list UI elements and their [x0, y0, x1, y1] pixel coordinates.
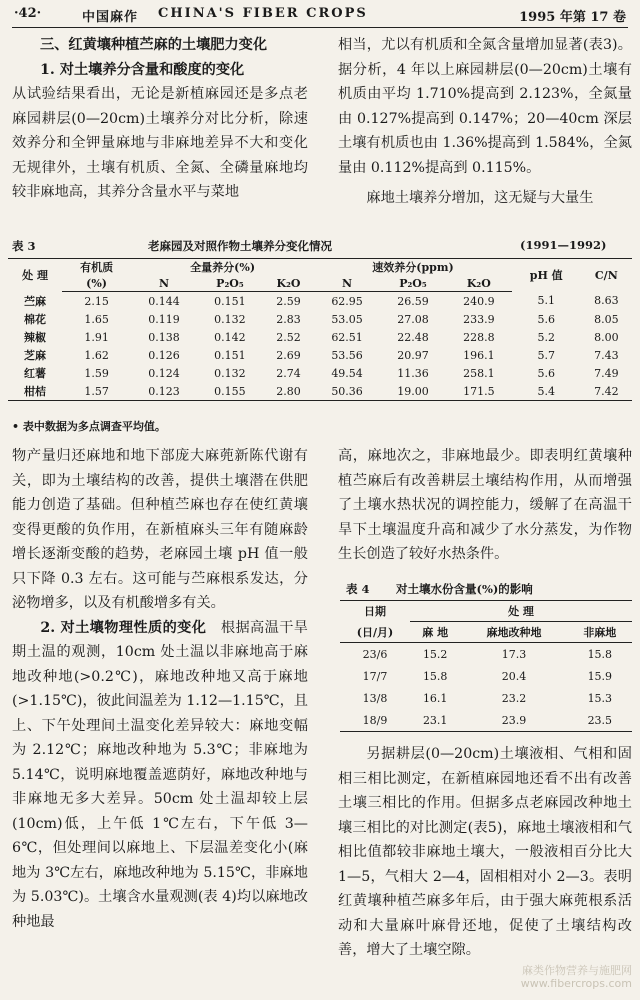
table-cell: 22.48 [397, 330, 429, 344]
table-cell: 0.126 [148, 348, 180, 362]
table3-subheader: N [131, 275, 197, 292]
table-cell: 15.8 [587, 647, 613, 661]
table3-subheader: P₂O₅ [197, 275, 263, 292]
table-cell: 23.5 [587, 713, 613, 727]
table-cell: 228.8 [463, 330, 495, 344]
table-row [340, 709, 632, 732]
table4-header-date: 日期 [364, 605, 386, 619]
table-row [8, 292, 632, 311]
table-cell: 15.8 [422, 669, 448, 683]
paragraph-top-left: 从试验结果看出，无论是新植麻园还是多点老麻园耕层(0—20cm)土壤养分对比分析，除速效养分和全钾量麻地与非麻地差异不大和变化无规律外，土壤有机质、全氮、全磷量麻地均较非麻地高，其养分含量水平与菜地 [12, 86, 308, 200]
header-rule [12, 27, 628, 28]
table-cell: 23.1 [422, 713, 448, 727]
table4-subheader: 麻 地 [410, 622, 460, 643]
table4-header-date-unit: (日/月) [340, 622, 410, 643]
table-cell: 2.52 [276, 330, 301, 344]
table-cell: 0.142 [214, 330, 246, 344]
table4-subheader: 麻地改种地 [460, 622, 567, 643]
table-cell: 0.132 [214, 312, 246, 326]
paragraph-top-right: 相当，尤以有机质和全氮含量增加显著(表3)。据分析，4 年以上麻园耕层(0—20cm)土壤有机质由平均 1.710%提高到 2.123%，全氮量由 0.127%提高到 0.147%；20—40cm 深层土壤有机质也由 1.36%提高到 1.584%，全氮量由 0.112%提高到 0.115%。 [338, 37, 632, 176]
paragraph-mid-left: 物产量归还麻地和地下部庞大麻蔸新陈代谢有关，即为土壤结构的改善，提供土壤潜在供肥能力创造了基础。但种植苎麻也存在使红黄壤变得更酸的负作用，在新植麻头三年有随麻龄增长逐渐变酸的趋势，老麻园土壤 pH 值一般只下降 0.3 左右。这可能与苎麻根系发达，分泌物增多，以及有机酸增多有关。 [12, 448, 308, 611]
table-cell: 1.65 [84, 312, 109, 326]
table4-subheader: 非麻地 [568, 622, 632, 643]
table-cell: 26.59 [397, 294, 429, 308]
table-cell: 2.74 [276, 366, 301, 380]
table-cell: 8.00 [594, 330, 619, 344]
table3-header-cn: C/N [594, 268, 618, 282]
table-cell: 13/8 [362, 691, 388, 705]
table3-label: 表 3 [12, 239, 36, 253]
table3-subheader: N [314, 275, 380, 292]
table-cell: 5.6 [537, 312, 555, 326]
table-cell: 50.36 [331, 384, 363, 398]
table-cell: 240.9 [463, 294, 495, 308]
table-cell: 2.80 [276, 384, 301, 398]
table-cell: 7.49 [594, 366, 619, 380]
table4 [340, 600, 632, 732]
column-top-right [338, 33, 632, 211]
table-cell: 0.124 [148, 366, 180, 380]
paragraph-top-right-2: 麻地土壤养分增加，这无疑与大量生 [366, 190, 594, 206]
table3-years: (1991—1992) [520, 238, 607, 252]
table-cell: 5.7 [537, 348, 555, 362]
section-title: 三、红黄壤种植苎麻的土壤肥力变化 [40, 37, 268, 53]
table-cell: 53.05 [331, 312, 363, 326]
column-top-left [12, 33, 308, 205]
watermark-line-1: 麻类作物营养与施肥网 [522, 964, 632, 977]
paragraph-bottom-right: 另据耕层(0—20cm)土壤液相、气相和固相三相比测定，在新植麻园地还看不出有改善土壤三相比的作用。但据多点老麻园改种地土壤三相比的对比测定(表5)，麻地土壤液相和气相比值都较非麻地土壤大，一般液相百分比大 1—5，气相大 2—4，固相相对小 2—3。表明红黄壤种植苎麻多年后，由于强大麻蔸根系活动和大量麻叶麻骨还地，促使了土壤结构改善，增大了土壤空隙。 [338, 746, 632, 958]
table-cell: 27.08 [397, 312, 429, 326]
table-cell: 1.59 [84, 366, 109, 380]
table3-subheader: K₂O [446, 275, 512, 292]
table-cell: 红薯 [24, 367, 47, 380]
table-cell: 芝麻 [24, 349, 47, 362]
table3-header-available: 速效养分(ppm) [372, 261, 454, 274]
subsection-2 [12, 616, 308, 935]
journal-title-en: CHINA'S FIBER CROPS [158, 6, 368, 21]
table-cell: 0.155 [214, 384, 246, 398]
table-cell: 23/6 [362, 647, 388, 661]
table-row [340, 643, 632, 666]
paragraph-subsection-2: 根据高温干旱期土温的观测，10cm 处土温以非麻地高于麻地改种地(>0.2℃)，麻地改种地又高于麻地(>1.15℃)，彼此间温差为 1.12—1.15℃，且上、下午处理间土温变化差异较大：麻地变幅为 2.12℃；麻地改种地为 5.3℃；非麻地为 5.14℃，说明麻地覆盖遮荫好，麻地改种地与非麻地无多大差异。50cm 处土温却较上层(10cm)低，上午低 1℃左右，下午低 3—6℃，但处理间以麻地上、下层温差变化小(麻地为 3℃左右，麻地改种地为 5.15℃，非麻地为 5.03℃)。土壤含水量观测(表 4)均以麻地改种地最 [12, 619, 308, 930]
table-cell: 5.4 [537, 384, 555, 398]
table-cell: 53.56 [331, 348, 363, 362]
issue-info: 1995 年第 17 卷 [519, 10, 626, 25]
paragraph-mid-right: 高，麻地次之，非麻地最少。即表明红黄壤种植苎麻后有改善耕层土壤结构作用，从而增强了土壤水热状况的调控能力，缓解了在高温干旱下土壤温度升高和减少了水分蒸发，为作物生长创造了较好水热条件。 [338, 448, 632, 562]
table-cell: 233.9 [463, 312, 495, 326]
table-cell: 5.2 [537, 330, 555, 344]
table3 [8, 258, 632, 401]
table-cell: 5.6 [537, 366, 555, 380]
subsection-2-title: 2. 对土壤物理性质的变化 [40, 619, 207, 636]
table-row [8, 382, 632, 401]
table3-subheader: K₂O [263, 275, 314, 292]
table-cell: 棉花 [24, 313, 47, 326]
table-cell: 0.119 [148, 312, 180, 326]
journal-title-cn: 中国麻作 [82, 10, 139, 25]
table-cell: 62.51 [331, 330, 363, 344]
table-cell: 0.138 [148, 330, 180, 344]
table-cell: 7.42 [594, 384, 619, 398]
table-cell: 8.05 [594, 312, 619, 326]
watermark-line-2: www.fibercrops.com [520, 977, 632, 990]
table-row [8, 346, 632, 364]
table-cell: 0.123 [148, 384, 180, 398]
table3-header-om-unit: (%) [62, 275, 131, 292]
table-cell: 2.69 [276, 348, 301, 362]
table-cell: 2.15 [84, 294, 109, 308]
table4-title: 对土壤水份含量(%)的影响 [396, 582, 533, 596]
table3-header-treatment: 处 理 [22, 269, 48, 283]
table-row [340, 665, 632, 687]
table3-subheader: P₂O₅ [380, 275, 446, 292]
table-cell: 18/9 [362, 713, 388, 727]
table-cell: 2.59 [276, 294, 301, 308]
table-row [8, 310, 632, 328]
table-cell: 8.63 [594, 294, 619, 308]
table-cell: 1.91 [84, 330, 109, 344]
table-cell: 19.00 [397, 384, 429, 398]
table-cell: 62.95 [331, 294, 363, 308]
table-cell: 1.62 [84, 348, 109, 362]
table-cell: 196.1 [463, 348, 495, 362]
table-cell: 0.151 [214, 348, 246, 362]
table-cell: 0.132 [214, 366, 246, 380]
page-header [0, 0, 640, 30]
table-cell: 20.97 [397, 348, 429, 362]
table3-header-total: 全量养分(%) [190, 261, 256, 274]
table-cell: 0.144 [148, 294, 180, 308]
table-row [8, 328, 632, 346]
table-cell: 20.4 [501, 669, 527, 683]
table-cell: 23.9 [501, 713, 527, 727]
column-bottom-left [12, 444, 308, 934]
column-bottom-right [338, 742, 632, 963]
table-cell: 15.3 [587, 691, 613, 705]
table-cell: 258.1 [463, 366, 495, 380]
table3-header-om: 有机质 [80, 261, 114, 274]
table-row [8, 364, 632, 382]
table3-note: • 表中数据为多点调查平均值。 [12, 420, 166, 433]
table-cell: 2.83 [276, 312, 301, 326]
table-cell: 7.43 [594, 348, 619, 362]
table-cell: 辣椒 [24, 331, 47, 344]
table-cell: 16.1 [422, 691, 448, 705]
table-row [340, 687, 632, 709]
table3-header-ph: pH 值 [529, 269, 563, 283]
table4-header-treatment: 处 理 [410, 601, 632, 622]
column-mid-right [338, 444, 632, 567]
table-cell: 23.2 [501, 691, 527, 705]
table-cell: 5.1 [537, 294, 555, 308]
table-cell: 11.36 [397, 366, 429, 380]
page-number: ·42· [14, 6, 42, 21]
table3-title: 老麻园及对照作物土壤养分变化情况 [148, 239, 332, 253]
table-cell: 1.57 [84, 384, 109, 398]
table-cell: 15.2 [422, 647, 448, 661]
table-cell: 171.5 [463, 384, 495, 398]
subsection-1-title: 1. 对土壤养分含量和酸度的变化 [40, 61, 245, 78]
table-cell: 17/7 [362, 669, 388, 683]
table4-label: 表 4 [346, 582, 370, 596]
table-cell: 柑桔 [24, 385, 47, 398]
table-cell: 0.151 [214, 294, 246, 308]
watermark [521, 964, 632, 990]
table-cell: 15.9 [587, 669, 613, 683]
table-cell: 苎麻 [24, 294, 47, 308]
table-cell: 17.3 [501, 647, 527, 661]
table-cell: 49.54 [331, 366, 363, 380]
